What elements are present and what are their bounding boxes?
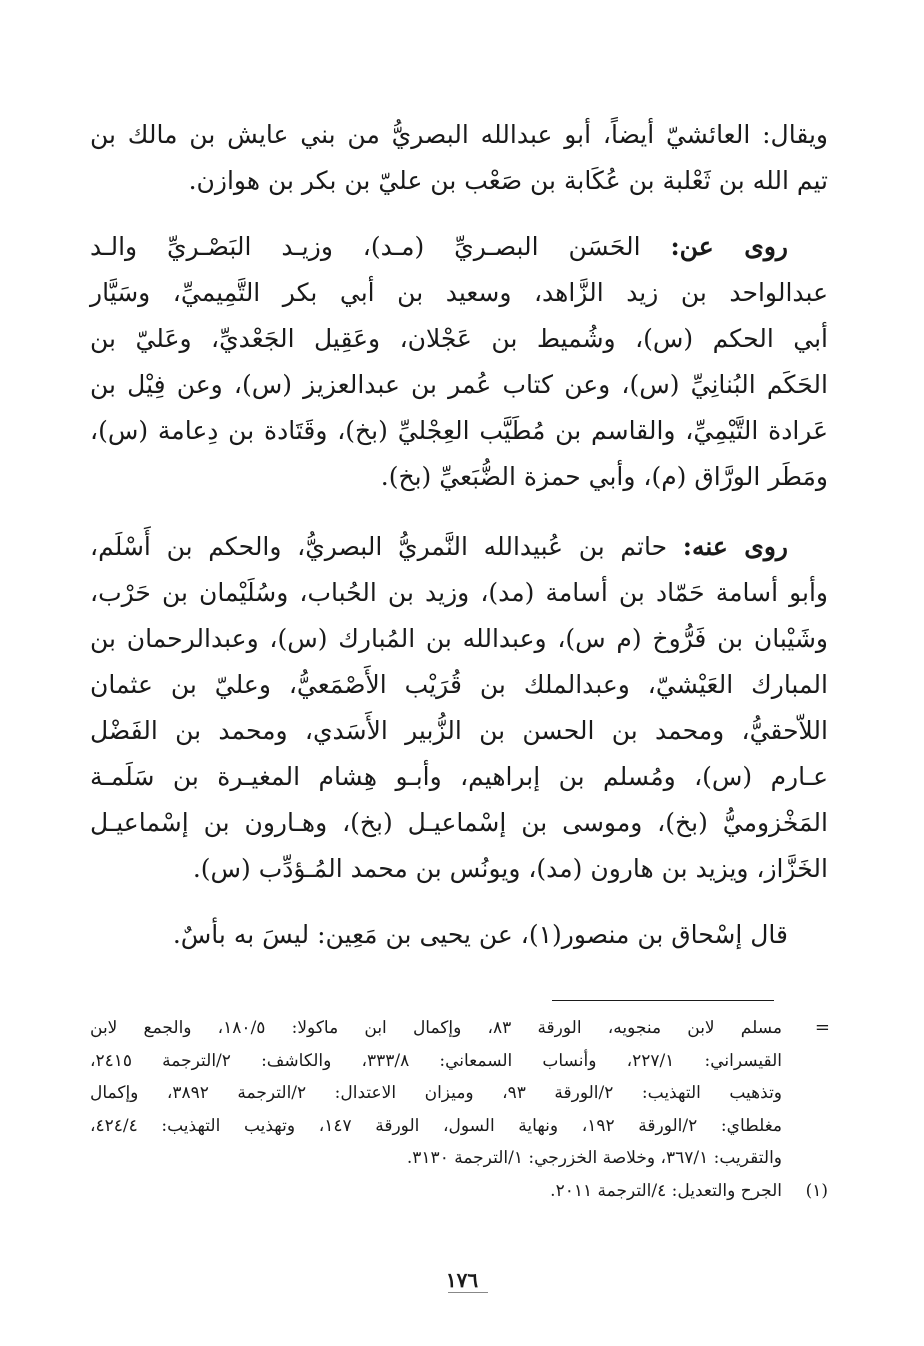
text-line: الخَزَّاز، ويزيد بن هارون (مد)، ويونُس بن محمد المُـؤدِّب (س). (192, 854, 828, 883)
text-line (90, 224, 828, 270)
footnote-line: مغلطاي: ٢/الورقة ١٩٢، ونهاية السول، الورقة ١٤٧، وتهذيب التهذيب: ٤٢٤/٤، (90, 1115, 782, 1136)
paragraph-narrated-by (90, 524, 828, 892)
paragraph-narrated-from (90, 224, 828, 500)
text-line: عبدالواحد بن زيد الزَّاهد، وسعيد بن أبي بكر التَّمِيميِّ، وسَيَّار (90, 278, 828, 307)
section-label: روى عن: (670, 232, 789, 261)
footnotes (90, 1012, 828, 1207)
footnote-divider (552, 1000, 774, 1001)
text-line: عـارم (س)، ومُسلم بن إبراهيم، وأبـو هِشام المغيـرة بن سَلَمـة (90, 762, 828, 791)
footnote-text: الجرح والتعديل: ٤/الترجمة ٢٠١١. (550, 1180, 782, 1201)
text-line: وأبو أسامة حَمّاد بن أسامة (مد)، وزيد بن الحُباب، وسُلَيْمان بن حَرْب، (90, 578, 828, 607)
footnote-number: (١) (805, 1180, 828, 1201)
text-line (90, 524, 828, 570)
page-number: ١٧٦ (445, 1268, 479, 1292)
main-text (90, 112, 828, 958)
page-number-underline (448, 1292, 488, 1293)
text-segment: حاتم بن عُبيدالله النَّمريُّ البصريُّ، والحكم بن أَسْلَم، (90, 532, 683, 561)
text-line: أبي الحكم (س)، وشُميط بن عَجْلان، وعَقِيل الجَعْديِّ، وعَليّ بن (90, 324, 828, 353)
paragraph-lineage (90, 112, 828, 204)
text-line: وشَيْبان بن فَرُّوخ (م س)، وعبدالله بن المُبارك (س)، وعبدالرحمان بن (90, 624, 828, 653)
text-segment: الحَسَن البصـريِّ (مـد)، وزيـد البَصْـريِّ والـد (90, 232, 671, 261)
text-line: ويقال: العائشيّ أيضاً، أبو عبدالله البصريُّ من بني عايش بن مالك بن (90, 120, 828, 149)
text-line (90, 912, 828, 958)
text-line: اللاّحقيُّ، ومحمد بن الحسن بن الزُّبير الأَسَدي، ومحمد بن الفَضْل (90, 716, 828, 745)
text-segment: قال إسْحاق بن منصور(١)، عن يحيى بن مَعِين: ليسَ به بأسٌ. (172, 920, 788, 949)
text-line: الحَكَم البُنانِيِّ (س)، وعن كتاب عُمر بن عبدالعزيز (س)، وعن فِيْل بن (90, 370, 828, 399)
footnote-line: والتقريب: ٣٦٧/١، وخلاصة الخزرجي: ١/الترجمة ٣١٣٠. (406, 1148, 782, 1168)
footnote-line: القيسراني: ٢٢٧/١، وأنساب السمعاني: ٣٣٣/٨، والكاشف: ٢/الترجمة ٢٤١٥، (90, 1050, 783, 1071)
continuation-mark: = (814, 1017, 828, 1038)
text-line: ومَطَر الورَّاق (م)، وأبي حمزة الضُّبَعيِّ (بخ). (380, 462, 828, 491)
footnote-1 (90, 1175, 828, 1208)
text-line: المبارك العَيْشيّ، وعبدالملك بن قُرَيْب الأَصْمَعيُّ، وعليّ بن عثمان (90, 670, 828, 699)
paragraph-quote (90, 912, 828, 958)
section-label: روى عنه: (682, 532, 788, 561)
footnote-continued (90, 1012, 828, 1175)
text-line: المَخْزوميُّ (بخ)، وموسى بن إسْماعيـل (بخ)، وهـارون بن إسْماعيـل (90, 808, 828, 837)
text-line: تيم الله بن ثَعْلبة بن عُكَابة بن صَعْب بن عليّ بن بكر بن هوازن. (188, 166, 828, 195)
footnote-line: وتذهيب التهذيب: ٢/الورقة ٩٣، وميزان الاعتدال: ٢/الترجمة ٣٨٩٢، وإكمال (90, 1083, 783, 1103)
footnote-line: مسلم لابن منجويه، الورقة ٨٣، وإكمال ابن ماكولا: ١٨٠/٥، والجمع لابن (90, 1018, 783, 1038)
text-line: عَرادة التَّيْمِيِّ، والقاسم بن مُطَيَّب العِجْليِّ (بخ)، وقَتَادة بن دِعامة (س)، (90, 416, 828, 445)
